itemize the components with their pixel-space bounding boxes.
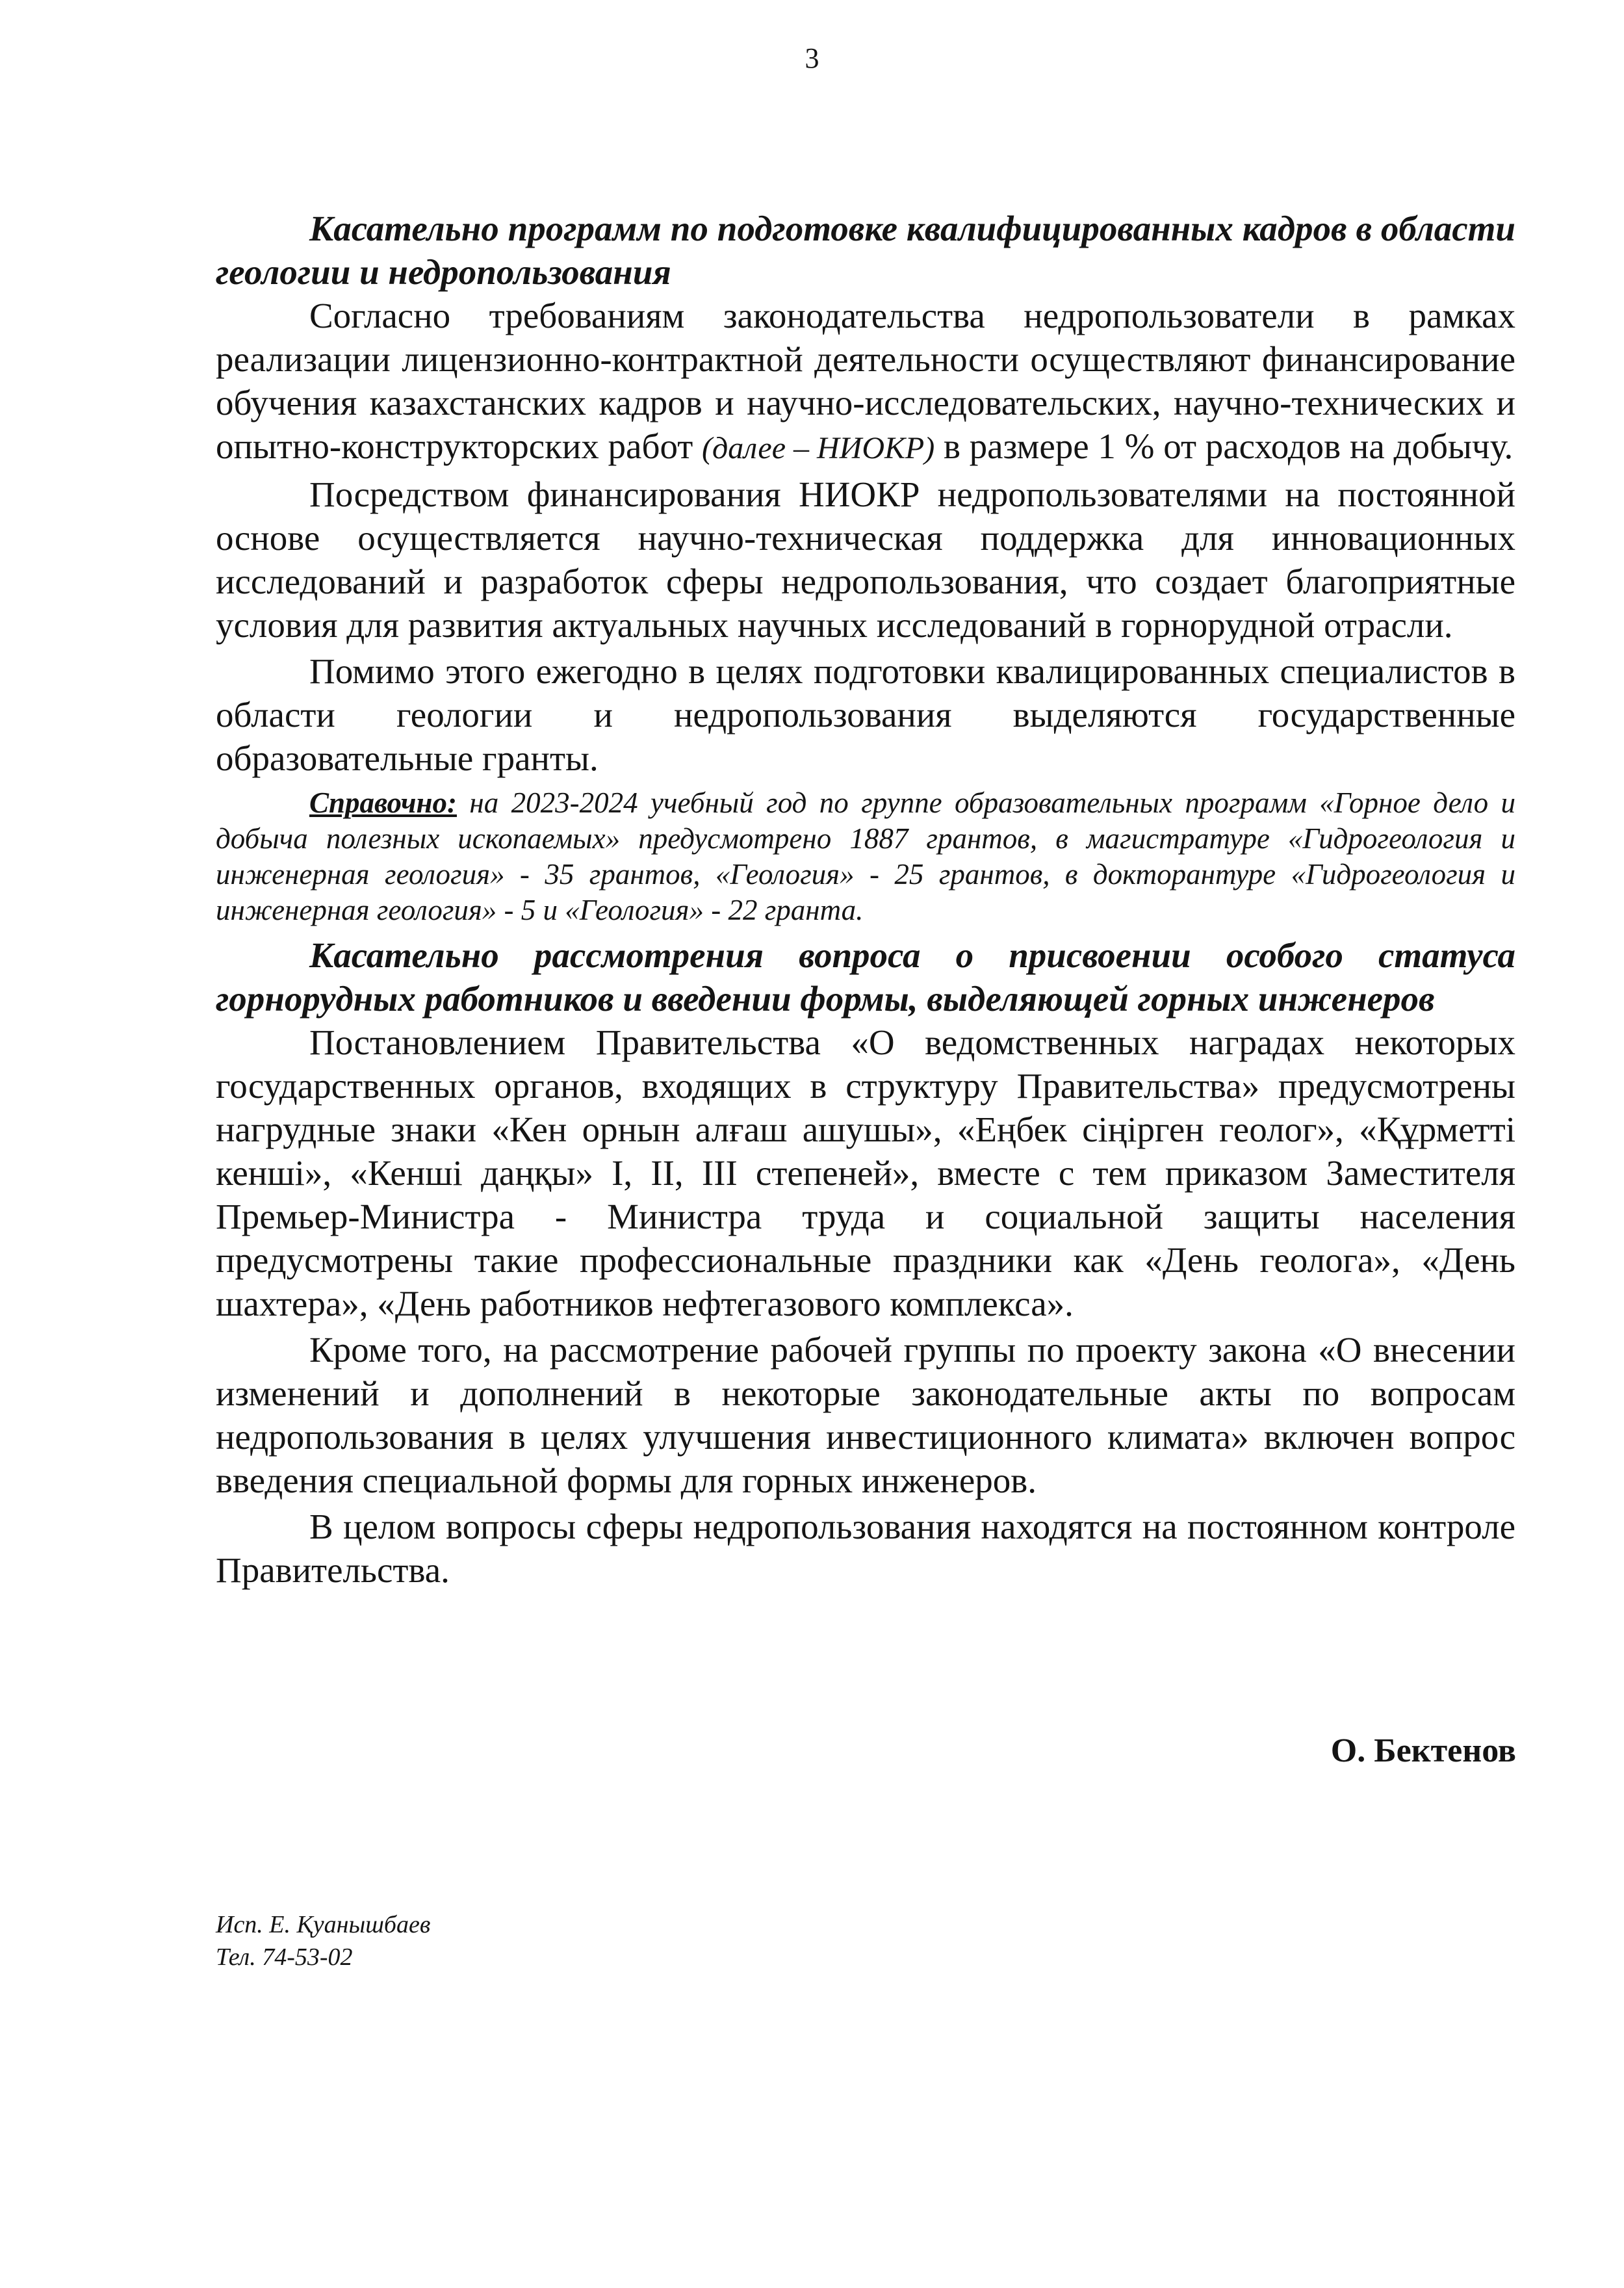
executor-info xyxy=(216,1908,430,1973)
reference-note-label: Справочно: xyxy=(309,786,457,819)
executor-name: Исп. Е. Қуанышбаев xyxy=(216,1911,431,1938)
letter-body xyxy=(216,207,1515,1592)
reference-note xyxy=(216,785,1515,928)
paragraph-grants: Помимо этого ежегодно в целях подготовки квалицированных специалистов в области геологии и недропользования выделяются государственные образовательные гранты. xyxy=(216,651,1515,778)
paragraph-financing-text-b: в размере 1 % от расходов на добычу. xyxy=(934,426,1514,466)
section-heading-status: Касательно рассмотрения вопроса о присвоении особого статуса горнорудных работников и введении формы, выделяющей горных инженеров xyxy=(216,935,1515,1019)
reference-note-text: на 2023-2024 учебный год по группе образовательных программ «Горное дело и добыча полезных ископаемых» предусмотрено 1887 грантов, в магистратуре «Гидрогеология и инженерная геология» - 35 грантов, «Геология» - 25 грантов, в докторантуре «Гидрогеология и инженерная геология» - 5 и «Геология» - 22 гранта. xyxy=(216,786,1515,926)
section-heading-training: Касательно программ по подготовке квалифицированных кадров в области геологии и недропользования xyxy=(216,209,1515,292)
page-number: 3 xyxy=(805,42,819,74)
paragraph-awards: Постановлением Правительства «О ведомственных наградах некоторых государственных органов, входящих в структуру Правительства» предусмотрены нагрудные знаки «Кен орнын алғаш ашушы», «Еңбек сіңірген геолог», «Құрметті кенші», «Кенші даңқы» I, II, III степеней», вместе с тем приказом Заместителя Премьер-Министра - Министра труда и социальной защиты населения предусмотрены такие профессиональные праздники как «День геолога», «День шахтера», «День работников нефтегазового комплекса». xyxy=(216,1022,1515,1323)
paragraph-financing-text-a: Согласно требованиям законодательства недропользователи в рамках реализации лицензионно-контрактной деятельности осуществляют финансирование обучения казахстанских кадров и научно-исследовательских, научно-технических и опытно-конструкторских работ xyxy=(216,296,1515,466)
abbreviation-niokr: (далее – НИОКР) xyxy=(702,431,935,465)
paragraph-research-support: Посредством финансирования НИОКР недропользователями на постоянной основе осуществляется научно-техническая поддержка для инновационных исследований и разработок сферы недропользования, что создает благоприятные условия для развития актуальных научных исследований в горнорудной отрасли. xyxy=(216,474,1515,645)
paragraph-law-project: Кроме того, на рассмотрение рабочей группы по проекту закона «О внесении изменений и дополнений в некоторые законодательные акты по вопросам недропользования в целях улучшения инвестиционного климата» включен вопрос введения специальной формы для горных инженеров. xyxy=(216,1330,1515,1500)
paragraph-financing xyxy=(216,294,1515,470)
executor-phone: Тел. 74-53-02 xyxy=(216,1944,353,1971)
paragraph-control: В целом вопросы сферы недропользования находятся на постоянном контроле Правительства. xyxy=(216,1507,1515,1590)
signature-name: О. Бектенов xyxy=(1330,1732,1516,1769)
